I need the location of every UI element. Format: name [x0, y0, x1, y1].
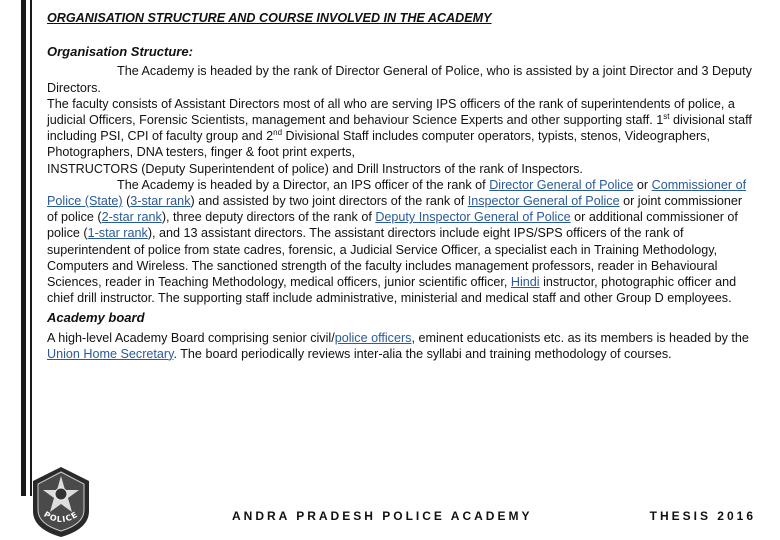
- paragraph-academy-board: A high-level Academy Board comprising senior civil/police officers, eminent educationists etc. as its members is headed by the Union Home Secretary. The board periodically reviews inter-alia the syllabi and training methodology of courses.: [47, 330, 749, 361]
- document-body: [47, 10, 753, 362]
- left-border-thick: [21, 0, 26, 496]
- link-union-home-secretary[interactable]: Union Home Secretary: [47, 346, 174, 361]
- paragraph-faculty: The faculty consists of Assistant Directors most of all who are serving IPS officers of the rank of superintendents of police, a judicial Officers, Forensic Scientists, management and behaviour Science Experts and other supporting staff. 1st divisional staff including PSI, CPI of faculty group and 2nd Divisional Staff includes computer operators, typists, stenos, Videographers, Photographers, DNA testers, finger & foot print experts,: [47, 96, 752, 160]
- paragraph-instructors: INSTRUCTORS (Deputy Superintendent of police) and Drill Instructors of the rank of Inspectors.: [47, 161, 583, 176]
- police-emblem-icon: [26, 463, 96, 540]
- link-3-star-rank[interactable]: 3-star rank: [130, 194, 191, 209]
- paragraph-director: The Academy is headed by the rank of Director General of Police, who is assisted by a joint Director and 3 Deputy Directors.: [47, 64, 752, 95]
- link-2-star-rank[interactable]: 2-star rank: [101, 210, 162, 225]
- footer-thesis-year: THESIS 2016: [649, 509, 756, 523]
- paragraph-academy-head: The Academy is headed by a Director, an IPS officer of the rank of Director General of Police or Commissioner of Police (State) (3-star rank) and assisted by two joint directors of the rank of Inspector General of Police or joint commissioner of police (2-star rank), three deputy directors of the rank of Deputy Inspector General of Police or additional commissioner of police (1-star rank), and 13 assistant directors. The assistant directors include eight IPS/SPS officers of the rank of superintendent of police from state cadres, forensic, a Judicial Service Officer, a specialist each in Training Methodology, Computers and Wireless. The sanctioned strength of the faculty includes management professors, reader in Behavioural Sciences, reader in Teaching Methodology, medical officers, junior scientific officer, Hindi instructor, photographic officer and chief drill instructor. The supporting staff include administrative, ministerial and medical staff and other Group D employees.: [47, 177, 747, 306]
- org-structure-heading: Organisation Structure:: [47, 44, 193, 60]
- link-commissioner-of-police[interactable]: Commissioner of Police (State): [47, 177, 747, 209]
- academy-board-heading: Academy board: [47, 310, 145, 326]
- page-title: ORGANISATION STRUCTURE AND COURSE INVOLVED IN THE ACADEMY: [47, 11, 492, 25]
- left-border-thin: [30, 0, 32, 496]
- link-inspector-general[interactable]: Inspector General of Police: [467, 194, 620, 209]
- link-1-star-rank[interactable]: 1-star rank: [87, 226, 148, 241]
- link-hindi[interactable]: Hindi: [510, 275, 540, 290]
- footer-academy-name: ANDRA PRADESH POLICE ACADEMY: [232, 509, 533, 523]
- svg-text:POLICE: POLICE: [42, 509, 80, 525]
- link-deputy-inspector-general[interactable]: Deputy Inspector General of Police: [375, 210, 571, 225]
- link-director-general[interactable]: Director General of Police: [489, 177, 634, 192]
- link-police-officers[interactable]: police officers: [334, 330, 412, 345]
